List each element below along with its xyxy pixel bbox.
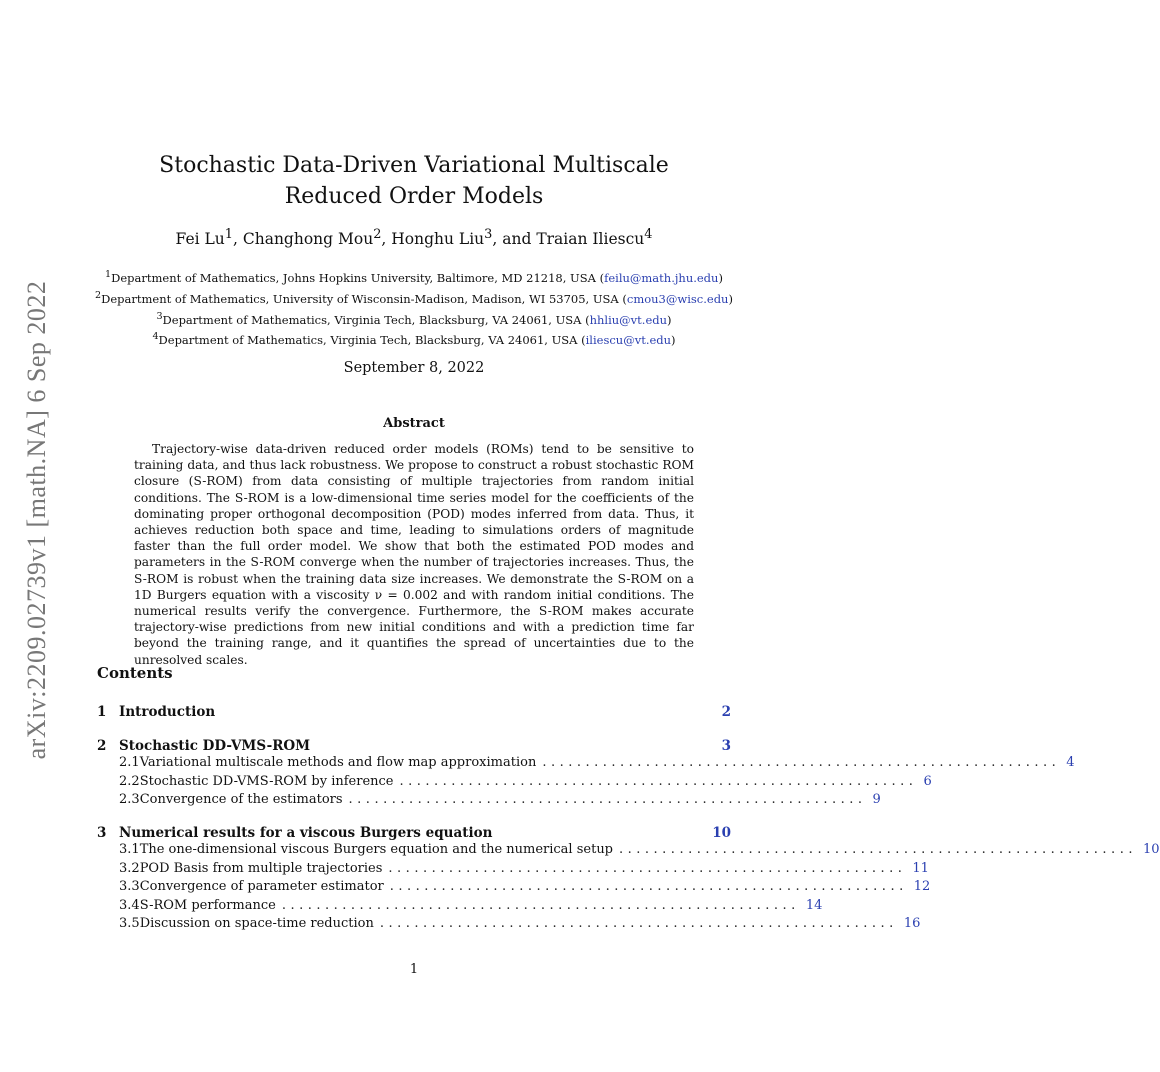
affiliation-2-text: Department of Mathematics, University of Wisconsin-Madison, Madison, WI 53705, USA (	[101, 291, 627, 306]
toc-sub-title: The one-dimensional viscous Burgers equation and the numerical setup	[139, 842, 614, 857]
toc-subsection-2-1[interactable]	[97, 755, 1075, 774]
toc-sub-page[interactable]: 11	[912, 860, 929, 876]
toc-sub-page[interactable]: 12	[913, 879, 931, 894]
toc-leader-dots: ............................................................	[379, 916, 898, 931]
toc-sub-page[interactable]: 14	[805, 897, 823, 913]
toc-sub-num: 3.5	[119, 916, 140, 931]
toc-sub-page[interactable]: 16	[903, 916, 921, 931]
affiliation-1	[80, 266, 748, 287]
affiliation-4-close: )	[671, 333, 676, 348]
toc-leader-dots: ............................................................	[619, 842, 1137, 857]
toc-leader-dots: ............................................................	[281, 897, 800, 913]
toc-sub-num: 3.4	[119, 897, 140, 913]
affiliation-3-close: )	[667, 312, 672, 327]
toc-leader-dots: ............................................................	[348, 792, 867, 807]
toc-sub-title: Convergence of the estimators	[139, 792, 343, 807]
email-link-1[interactable]: feilu@math.jhu.edu	[604, 270, 719, 285]
affiliation-3	[80, 308, 748, 329]
title-line-2: Reduced Order Models	[284, 184, 544, 209]
toc-sub-title: S-ROM performance	[139, 897, 276, 913]
author-sep-1: ,	[233, 230, 243, 249]
affiliation-3-sup: 3	[156, 310, 163, 322]
affiliation-1-close: )	[718, 270, 723, 285]
author-4-sup: 4	[644, 227, 653, 242]
page-number: 1	[409, 962, 419, 977]
toc-sub-page[interactable]: 4	[1066, 755, 1075, 770]
toc-section-3-page[interactable]: 10	[712, 825, 731, 841]
author-3-sup: 3	[484, 227, 493, 242]
toc-sub-num: 2.1	[119, 755, 140, 770]
affiliation-2-sup: 2	[95, 289, 102, 301]
toc-subsection-2-2[interactable]	[97, 773, 932, 793]
author-list	[0, 227, 828, 248]
affiliation-4-sup: 4	[152, 331, 159, 343]
paper-date: September 8, 2022	[343, 360, 485, 376]
toc-sub-title: Variational multiscale methods and flow map approximation	[139, 755, 537, 770]
email-link-2[interactable]: cmou3@wisc.edu	[626, 291, 729, 306]
toc-section-2-page[interactable]: 3	[721, 738, 731, 754]
toc-section-3	[97, 825, 1160, 935]
arxiv-identifier: arXiv:2209.02739v1 [math.NA] 6 Sep 2022	[22, 280, 51, 760]
toc-subsection-2-3[interactable]	[97, 792, 881, 811]
toc-sub-num: 2.3	[119, 792, 140, 807]
author-sep-2: ,	[381, 230, 392, 249]
author-2-sup: 2	[373, 227, 382, 242]
abstract-body: Trajectory-wise data-driven reduced order models (ROMs) tend to be sensitive to training data, and thus lack robustness. We propose to construct a robust stochastic ROM closure (S-ROM) from data consisting of multiple trajectories from random initial conditions. The S-ROM is a low-dimensional time series model for the coefficients of the dominating proper orthogonal decomposition (POD) modes inferred from data. Thus, it achieves reduction both space and time, leading to simulations orders of magnitude faster than the full order model. We show that both the estimated POD modes and parameters in the S-ROM converge when the number of trajectories increases. Thus, the S-ROM is robust when the training data size increases. We demonstrate the S-ROM on a 1D Burgers equation with a viscosity ν = 0.002 and with random initial conditions. The numerical results verify the convergence. Furthermore, the S-ROM makes accurate trajectory-wise predictions from new initial conditions and with a prediction time far beyond the training range, and it quantifies the spread of uncertainties due to the unresolved scales.	[134, 442, 694, 667]
toc-sub-num: 3.2	[119, 860, 140, 876]
toc-sub-title: Convergence of parameter estimator	[139, 879, 384, 894]
affiliation-1-sup: 1	[105, 269, 112, 280]
affiliation-2	[80, 287, 748, 308]
toc-subsection-3-3[interactable]	[97, 879, 931, 898]
toc-section-3-num: 3	[97, 825, 107, 841]
abstract-heading: Abstract	[383, 416, 445, 431]
toc-section-1-row	[97, 704, 731, 720]
toc-subsection-3-2[interactable]	[97, 860, 929, 880]
toc-subsection-3-1[interactable]	[97, 842, 1160, 861]
author-2: Changhong Mou	[242, 230, 374, 249]
toc-sub-num: 3.1	[119, 842, 140, 857]
toc-section-1-page[interactable]: 2	[721, 704, 731, 720]
paper-title	[0, 150, 828, 212]
affiliation-3-text: Department of Mathematics, Virginia Tech, Blacksburg, VA 24061, USA (	[162, 312, 590, 327]
toc-section-1-title: Introduction	[119, 704, 216, 720]
toc-sub-num: 2.2	[119, 773, 140, 789]
contents-heading: Contents	[97, 664, 173, 682]
affiliation-4	[80, 328, 748, 349]
email-link-4[interactable]: iliescu@vt.edu	[585, 333, 672, 348]
affiliation-2-close: )	[728, 291, 733, 306]
toc-leader-dots: ............................................................	[399, 773, 918, 789]
toc-section-2-title: Stochastic DD-VMS-ROM	[119, 738, 311, 754]
toc-section-3-title: Numerical results for a viscous Burgers equation	[119, 825, 493, 841]
author-4: Traian Iliescu	[536, 230, 645, 249]
affiliations	[80, 266, 748, 349]
toc-subsection-3-5[interactable]	[97, 916, 921, 935]
affiliation-1-text: Department of Mathematics, Johns Hopkins University, Baltimore, MD 21218, USA (	[111, 270, 605, 285]
title-line-1: Stochastic Data-Driven Variational Multiscale	[159, 153, 669, 178]
toc-sub-page[interactable]: 9	[872, 792, 881, 807]
toc-leader-dots: ............................................................	[388, 860, 907, 876]
author-3: Honghu Liu	[391, 230, 485, 249]
toc-sub-page[interactable]: 10	[1142, 842, 1160, 857]
toc-sub-title: Stochastic DD-VMS-ROM by inference	[139, 773, 394, 789]
toc-section-2	[97, 738, 1075, 811]
toc-sub-title: Discussion on space-time reduction	[139, 916, 374, 931]
toc-subsection-3-4[interactable]	[97, 897, 823, 917]
author-sep-3: , and	[492, 230, 537, 249]
arxiv-sidebar-stamp	[12, 270, 62, 770]
toc-section-2-num: 2	[97, 738, 107, 754]
toc-section-1[interactable]	[97, 704, 731, 720]
toc-sub-num: 3.3	[119, 879, 140, 894]
toc-leader-dots: ............................................................	[389, 879, 908, 894]
toc-section-2-row[interactable]	[97, 738, 731, 754]
author-1-sup: 1	[224, 227, 233, 242]
toc-sub-page[interactable]: 6	[923, 773, 932, 789]
author-1: Fei Lu	[175, 230, 225, 249]
toc-sub-title: POD Basis from multiple trajectories	[139, 860, 383, 876]
toc-section-1-num: 1	[97, 704, 107, 720]
toc-section-3-row[interactable]	[97, 825, 731, 841]
email-link-3[interactable]: hhliu@vt.edu	[589, 312, 668, 327]
affiliation-4-text: Department of Mathematics, Virginia Tech, Blacksburg, VA 24061, USA (	[158, 333, 586, 348]
toc-leader-dots: ............................................................	[542, 755, 1061, 770]
